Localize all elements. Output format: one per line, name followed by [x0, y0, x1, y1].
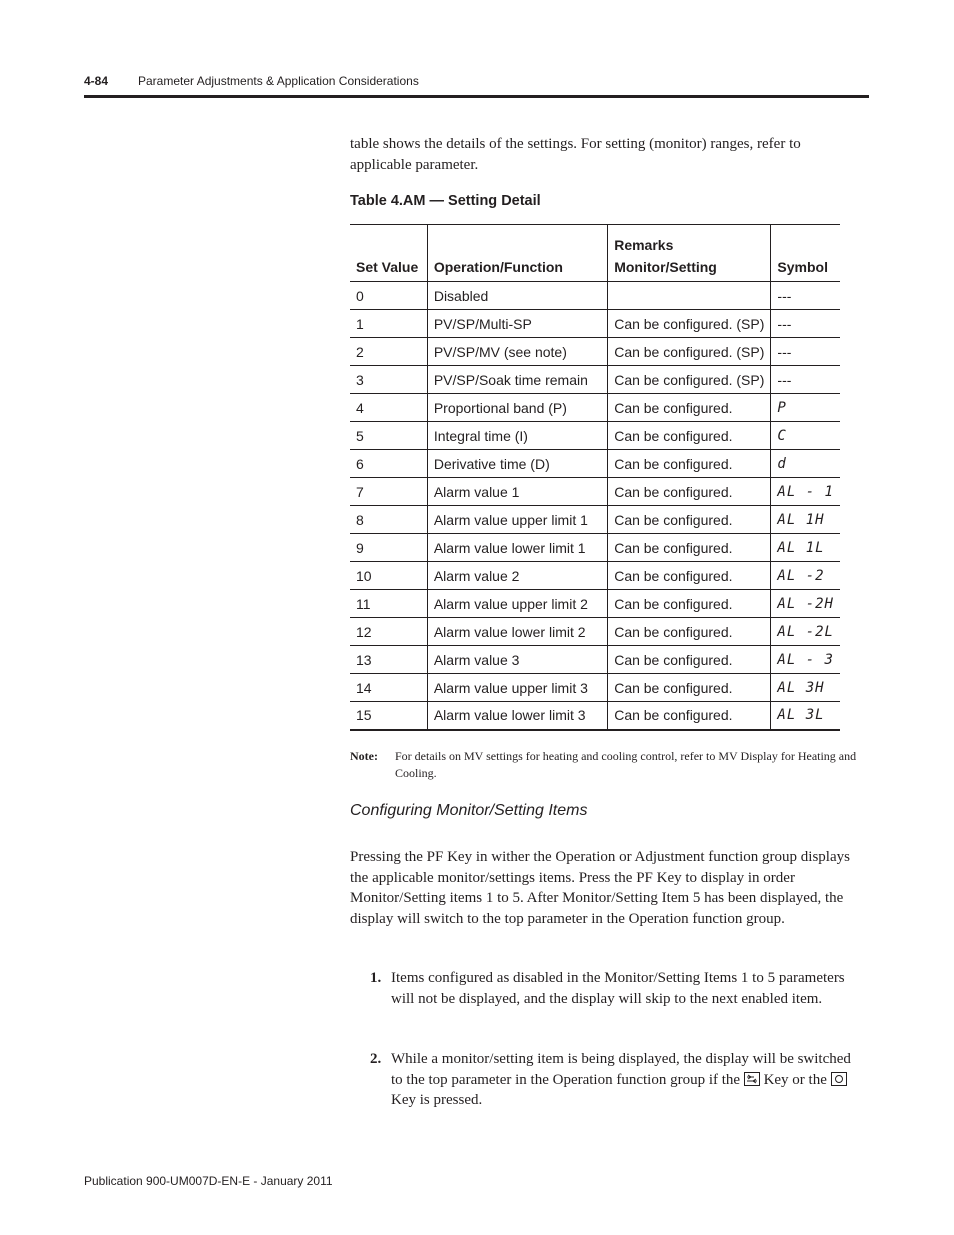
- cell-symbol: AL 1L: [771, 534, 840, 562]
- cell-operation: Alarm value upper limit 3: [427, 674, 607, 702]
- cell-remarks: Can be configured. (SP): [608, 338, 771, 366]
- intro-text: table shows the details of the settings. For setting (monitor) ranges, refer to applicable parameter.: [350, 136, 801, 173]
- cell-set-value: 14: [356, 679, 372, 696]
- list-text: Items configured as disabled in the Monitor/Setting Items 1 to 5 parameters will not be displayed, and the display will skip to the next enabled item.: [391, 970, 845, 1007]
- cell-set-value: 1: [356, 315, 364, 332]
- cell-remarks: Can be configured.: [608, 590, 771, 618]
- table-header-row: [350, 225, 840, 282]
- list-text: [391, 1049, 865, 1111]
- note-label: Note:: [350, 749, 378, 763]
- cell-remarks: Can be configured.: [608, 674, 771, 702]
- cell-remarks: Can be configured. (SP): [608, 366, 771, 394]
- page-footer: Publication 900-UM007D-EN-E - January 2011: [84, 1174, 333, 1188]
- header-remarks: [608, 225, 771, 282]
- cell-symbol: AL -2L: [771, 618, 840, 646]
- table-row: [350, 282, 840, 310]
- list-text-part: While a monitor/setting item is being displayed, the display will be switched to the top parameter in the Operation function group if the: [391, 1051, 851, 1088]
- mode-key-icon: [744, 1072, 760, 1086]
- running-title: Parameter Adjustments & Application Considerations: [138, 74, 419, 88]
- cell-symbol: AL -2H: [771, 590, 840, 618]
- table-row: [350, 562, 840, 590]
- table-row: [350, 422, 840, 450]
- cell-remarks: Can be configured.: [608, 646, 771, 674]
- cell-remarks: Can be configured.: [608, 394, 771, 422]
- cell-remarks: Can be configured.: [608, 562, 771, 590]
- table-row: [350, 674, 840, 702]
- level-key-icon: [831, 1072, 847, 1086]
- cell-operation: Proportional band (P): [427, 394, 607, 422]
- table-caption: Table 4.AM — Setting Detail: [350, 193, 541, 209]
- cell-remarks: Can be configured.: [608, 618, 771, 646]
- cell-symbol: AL - 1: [771, 478, 840, 506]
- page-number: 4-84: [84, 74, 109, 88]
- cell-operation: Alarm value upper limit 1: [427, 506, 607, 534]
- body-paragraph: Pressing the PF Key in wither the Operation or Adjustment function group displays the applicable monitor/settings items. Press the PF Key to display in order Monitor/Setting items 1 to 5. After Monitor/Setting Item 5 has been displayed, the display will switch to the top parameter in the Operation function group.: [350, 849, 850, 927]
- table-row: [350, 450, 840, 478]
- cell-operation: Alarm value 2: [427, 562, 607, 590]
- cell-operation: PV/SP/Soak time remain: [427, 366, 607, 394]
- cell-set-value: 6: [356, 455, 364, 472]
- cell-symbol: ---: [771, 338, 840, 366]
- cell-operation: Integral time (I): [427, 422, 607, 450]
- table-row: [350, 366, 840, 394]
- cell-remarks: Can be configured.: [608, 422, 771, 450]
- cell-remarks: [608, 282, 771, 310]
- cell-set-value: 2: [356, 343, 364, 360]
- list-number: 1.: [370, 970, 382, 986]
- cell-set-value: 15: [356, 707, 372, 724]
- cell-remarks: Can be configured.: [608, 534, 771, 562]
- cell-symbol: C: [771, 422, 840, 450]
- cell-set-value: 8: [356, 511, 364, 528]
- header-set-value: Set Value: [356, 259, 419, 275]
- cell-set-value: 13: [356, 651, 372, 668]
- cell-operation: Disabled: [427, 282, 607, 310]
- cell-set-value: 12: [356, 623, 372, 640]
- cell-set-value: 10: [356, 567, 372, 584]
- setting-detail-table: [350, 224, 840, 731]
- cell-remarks: Can be configured.: [608, 506, 771, 534]
- cell-operation: Alarm value lower limit 2: [427, 618, 607, 646]
- cell-operation: Alarm value upper limit 2: [427, 590, 607, 618]
- cell-set-value: 3: [356, 371, 364, 388]
- note-text: For details on MV settings for heating and cooling control, refer to MV Display for Heating and Cooling.: [395, 749, 857, 780]
- header-operation: Operation/Function: [427, 225, 607, 282]
- table-row: [350, 338, 840, 366]
- table-row: [350, 310, 840, 338]
- cell-set-value: 5: [356, 427, 364, 444]
- cell-symbol: ---: [771, 310, 840, 338]
- table-row: [350, 702, 840, 730]
- table-row: [350, 646, 840, 674]
- cell-remarks: Can be configured.: [608, 450, 771, 478]
- cell-symbol: ---: [771, 366, 840, 394]
- cell-operation: Alarm value lower limit 1: [427, 534, 607, 562]
- cell-set-value: 9: [356, 539, 364, 556]
- table-row: [350, 534, 840, 562]
- cell-symbol: AL 3H: [771, 674, 840, 702]
- cell-symbol: AL -2: [771, 562, 840, 590]
- cell-symbol: P: [771, 394, 840, 422]
- header-remarks-top: Remarks: [614, 237, 674, 253]
- cell-remarks: Can be configured.: [608, 702, 771, 730]
- cell-symbol: AL 1H: [771, 506, 840, 534]
- list-text-part: Key is pressed.: [391, 1092, 483, 1108]
- section-heading: Configuring Monitor/Setting Items: [350, 802, 588, 819]
- cell-remarks: Can be configured. (SP): [608, 310, 771, 338]
- table-row: [350, 506, 840, 534]
- cell-remarks: Can be configured.: [608, 478, 771, 506]
- table-row: [350, 394, 840, 422]
- cell-operation: Alarm value 1: [427, 478, 607, 506]
- cell-set-value: 4: [356, 399, 364, 416]
- header-symbol: Symbol: [771, 225, 840, 282]
- cell-operation: PV/SP/MV (see note): [427, 338, 607, 366]
- table-body: [350, 282, 840, 730]
- cell-symbol: AL 3L: [771, 702, 840, 730]
- list-number: 2.: [370, 1051, 382, 1067]
- table-row: [350, 478, 840, 506]
- header-remarks-bottom: Monitor/Setting: [614, 259, 717, 275]
- cell-operation: Derivative time (D): [427, 450, 607, 478]
- table-row: [350, 618, 840, 646]
- cell-set-value: 11: [356, 595, 371, 612]
- table-row: [350, 590, 840, 618]
- cell-symbol: ---: [771, 282, 840, 310]
- cell-operation: Alarm value lower limit 3: [427, 702, 607, 730]
- header-rule: [84, 95, 869, 98]
- cell-set-value: 0: [356, 287, 364, 304]
- list-text-part: Key or the: [763, 1071, 827, 1088]
- cell-operation: PV/SP/Multi-SP: [427, 310, 607, 338]
- cell-symbol: d: [771, 450, 840, 478]
- cell-set-value: 7: [356, 483, 364, 500]
- cell-symbol: AL - 3: [771, 646, 840, 674]
- cell-operation: Alarm value 3: [427, 646, 607, 674]
